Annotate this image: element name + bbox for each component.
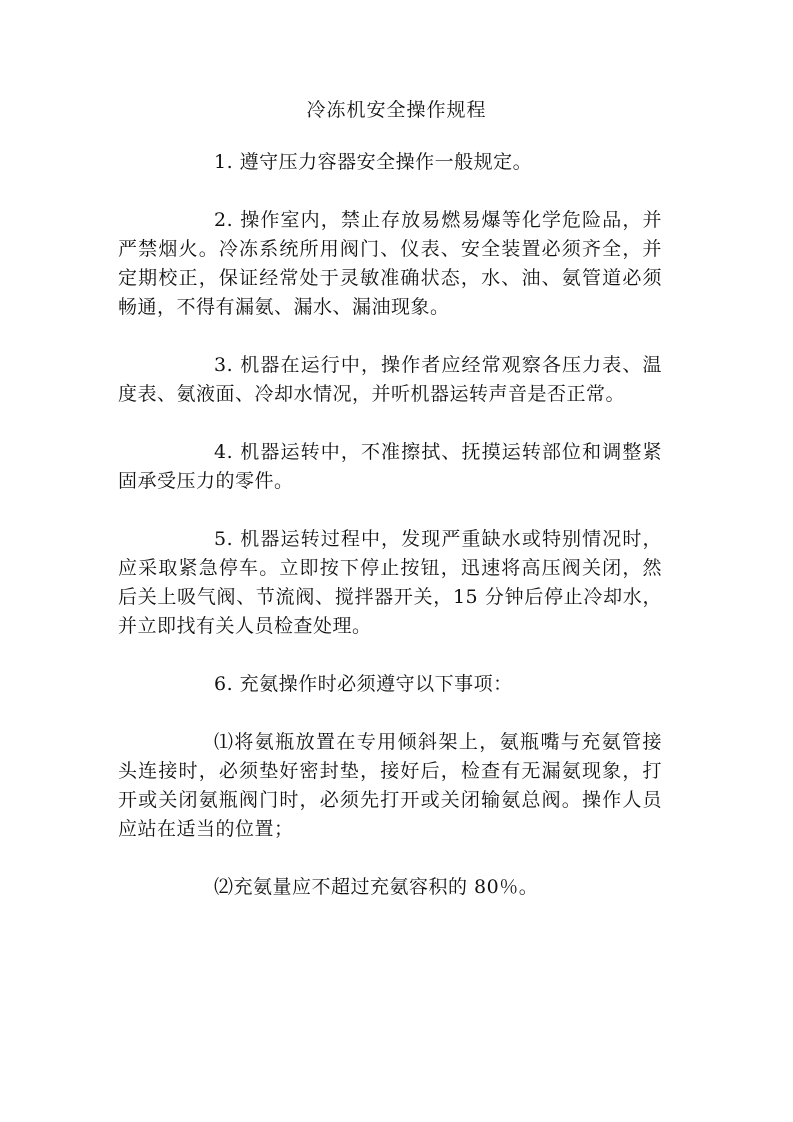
paragraph-3: 3. 机器在运行中，操作者应经常观察各压力表、温度表、氨液面、冷却水情况，并听机器运转声音是否正常。 (118, 354, 662, 405)
paragraph-5: 5. 机器运转过程中，发现严重缺水或特别情况时，应采取紧急停车。立即按下停止按钮，迅速将高压阀关闭，然后关上吸气阀、节流阀、搅拌器开关，15 分钟后停止冷却水，并立即找有关人员检查处理。 (118, 528, 662, 637)
paragraph-4: 4. 机器运转中，不准擦拭、抚摸运转部位和调整紧固承受压力的零件。 (118, 441, 662, 492)
document-title: 冷冻机安全操作规程 (306, 99, 487, 121)
paragraph-2: 2. 操作室内，禁止存放易燃易爆等化学危险品，并严禁烟火。冷冻系统所用阀门、仪表、安全装置必须齐全，并定期校正，保证经常处于灵敏准确状态，水、油、氨管道必须畅通，不得有漏氨、漏水、漏油现象。 (118, 209, 662, 318)
paragraph-6-item-1: ⑴将氨瓶放置在专用倾斜架上，氨瓶嘴与充氨管接头连接时，必须垫好密封垫，接好后，检查有无漏氨现象，打开或关闭氨瓶阀门时，必须先打开或关闭输氨总阀。操作人员应站在适当的位置； (118, 731, 662, 840)
document-body (118, 148, 662, 931)
paragraph-6: 6. 充氨操作时必须遵守以下事项： (214, 673, 513, 695)
paragraph-1: 1. 遵守压力容器安全操作一般规定。 (214, 151, 533, 173)
paragraph-6-item-2: ⑵充氨量应不超过充氨容积的 80％。 (214, 876, 539, 898)
